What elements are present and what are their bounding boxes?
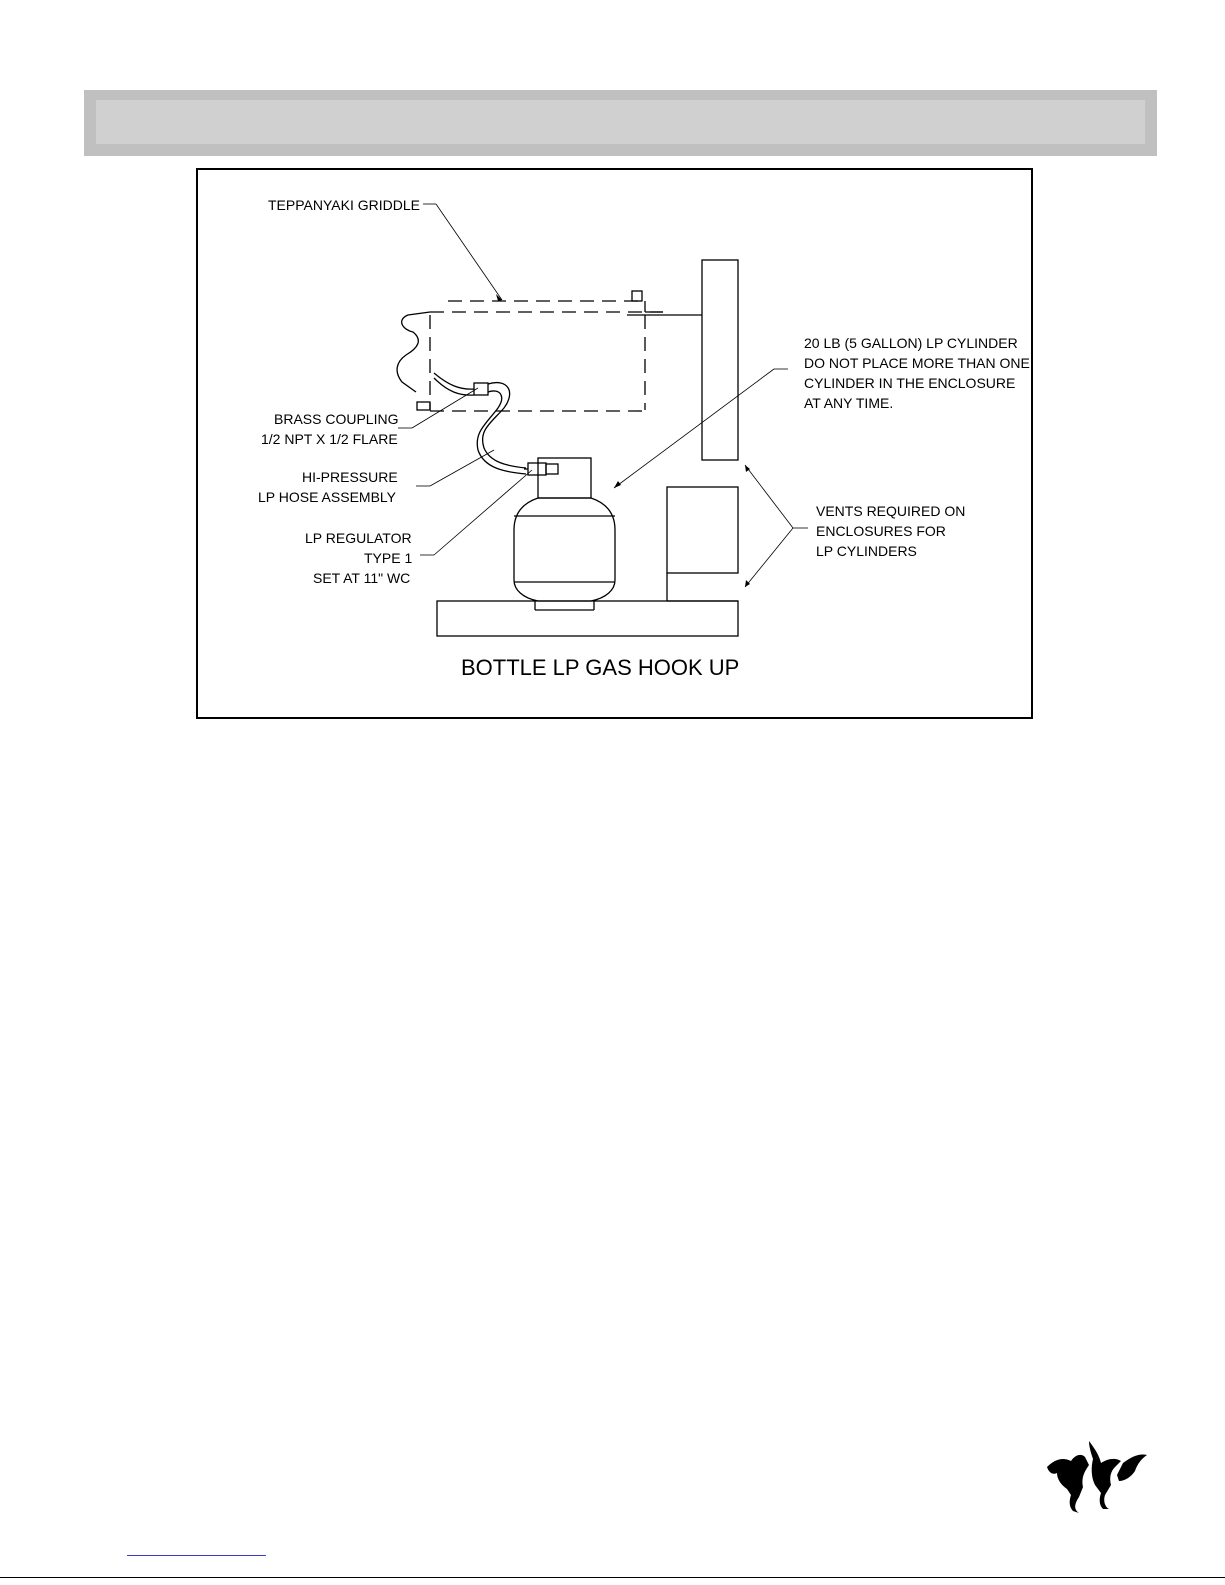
- label-regulator-2: TYPE 1: [364, 550, 413, 566]
- label-coupling-2: 1/2 NPT X 1/2 FLARE: [261, 431, 398, 447]
- label-vents-2: ENCLOSURES FOR: [816, 523, 946, 539]
- enclosure-vent-box: [667, 487, 738, 573]
- cylinder-body: [514, 498, 615, 601]
- eagles-logo-icon: [1045, 1437, 1149, 1517]
- label-cylinder-3: CYLINDER IN THE ENCLOSURE: [804, 375, 1016, 391]
- header-bar: [84, 90, 1157, 156]
- label-vents-3: LP CYLINDERS: [816, 543, 917, 559]
- footer-link-underline: [127, 1555, 266, 1556]
- label-cylinder-4: AT ANY TIME.: [804, 395, 894, 411]
- diagram-frame: [196, 168, 1033, 719]
- footer-rule: [0, 1577, 1225, 1578]
- label-cylinder-1: 20 LB (5 GALLON) LP CYLINDER: [804, 335, 1018, 351]
- header-title: [96, 100, 1145, 144]
- enclosure-upper: [702, 260, 738, 460]
- label-hose-1: HI-PRESSURE: [302, 469, 398, 485]
- label-coupling-1: BRASS COUPLING: [274, 411, 399, 427]
- label-regulator-1: LP REGULATOR: [305, 530, 412, 546]
- label-hose-2: LP HOSE ASSEMBLY: [258, 489, 396, 505]
- base-platform: [437, 601, 738, 636]
- label-vents-1: VENTS REQUIRED ON: [816, 503, 966, 519]
- label-griddle: TEPPANYAKI GRIDDLE: [268, 197, 420, 213]
- label-regulator-3: SET AT 11" WC: [313, 570, 411, 586]
- diagram-title: BOTTLE LP GAS HOOK UP: [461, 655, 740, 680]
- lp-gas-hookup-diagram: [198, 170, 1035, 721]
- label-cylinder-2: DO NOT PLACE MORE THAN ONE: [804, 355, 1030, 371]
